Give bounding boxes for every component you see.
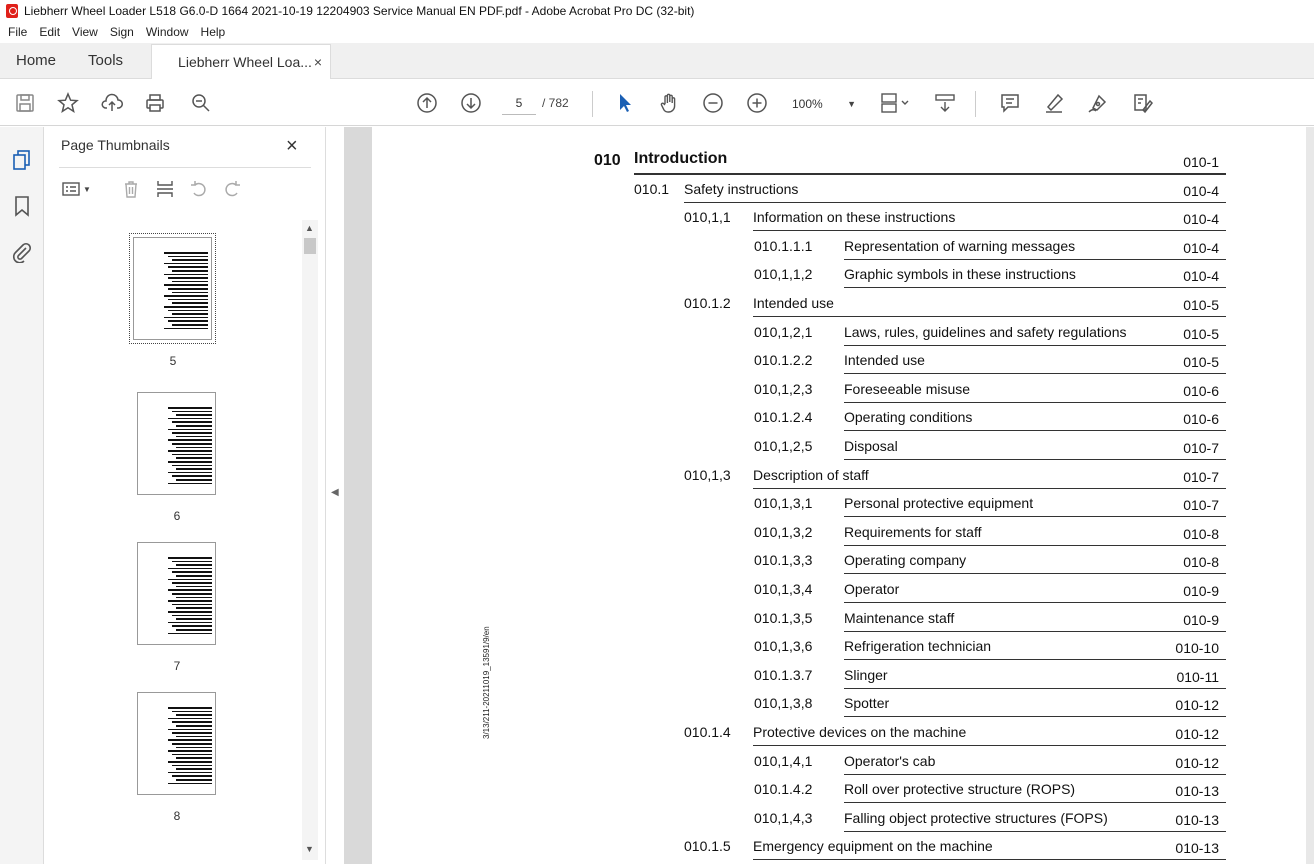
acrobat-logo-icon [6,4,18,18]
thumbnail-text-line [176,414,212,416]
thumbnail-text-line [172,571,212,573]
toc-underline [753,230,1226,231]
thumbnail-text-line [172,411,212,413]
pdf-page [372,127,1307,864]
thumbnail-text-line [172,475,212,477]
toc-page-ref[interactable]: 010-1 [1183,154,1219,170]
thumbnail-text-line [168,472,212,474]
thumbnail-text-line [168,256,208,258]
search-zoom-icon[interactable] [189,91,213,115]
toc-number: 010,1,3,6 [754,638,813,655]
thumbnail-text-line [172,465,212,467]
toc-entry-link[interactable]: Safety instructions [684,180,799,197]
thumbnail-text-line [176,714,212,716]
thumbnail-text-line [172,454,212,456]
select-cursor-icon[interactable] [613,91,637,115]
thumbnail-text-line [172,292,208,294]
thumbnail-text-line [168,299,208,301]
chevron-down-icon: ▼ [847,99,856,109]
thumbnail-page-number: 5 [169,354,177,368]
thumbnail-text-line [172,421,212,423]
left-rail [0,127,44,864]
star-icon[interactable] [56,91,80,115]
panel-splitter[interactable] [325,127,344,864]
thumbnail-text-line [176,618,212,620]
toc-number: 010.1 [634,180,670,197]
menu-window[interactable]: Window [145,25,189,39]
toc-page-ref[interactable]: 010-4 [1183,182,1219,199]
toc-entry-link[interactable]: Operator [844,581,900,597]
toc-underline [844,430,1226,431]
thumbnail-text-line [176,479,212,481]
toc-page-ref[interactable]: 010-12 [1175,697,1219,714]
page-down-icon[interactable] [459,91,483,115]
toc-number: 010.1.1.1 [754,237,813,254]
toc-page-ref[interactable]: 010-13 [1175,811,1219,828]
thumbnail-text-line [176,736,212,738]
toc-underline [844,688,1226,689]
thumbnail-text-line [168,729,212,731]
tab-home[interactable]: Home [16,52,57,69]
zoom-value: 100% [792,97,823,111]
thumbnail-text-line [168,718,212,720]
document-scrollbar[interactable] [1306,127,1314,864]
thumbnail-text-line [176,447,212,449]
insert-page-icon[interactable] [155,178,175,200]
toc-page-ref[interactable]: 010-13 [1175,840,1219,857]
thumbnail-text-line [172,259,208,261]
sign-icon[interactable] [1086,91,1110,115]
thumbnail-text-line [172,765,212,767]
print-icon[interactable] [143,91,167,115]
scroll-up-icon[interactable]: ▲ [305,223,314,233]
thumbnail-text-line [168,450,212,452]
toc-number: 010.1.4.2 [754,781,813,798]
toc-underline [844,631,1226,632]
toc-underline [844,345,1226,346]
page-fit-icon[interactable] [878,91,912,115]
toolbar-divider [975,91,976,117]
toc-entry-link[interactable]: Operating conditions [844,409,973,426]
thumbnail-text-line [164,306,208,308]
toc-entry-link[interactable]: Introduction [634,150,728,167]
toc-page-ref[interactable]: 010-6 [1183,411,1219,428]
thumbnail-text-line [172,561,212,563]
thumbnail-text-line [168,761,212,763]
thumbnail-text-line [172,615,212,617]
toc-underline [684,202,1226,203]
toc-number: 010,1,2,1 [754,323,813,340]
tab-document[interactable] [151,44,331,79]
close-panel-icon[interactable]: × [286,135,298,157]
toc-number: 010,1,1 [684,209,731,226]
thumbnail-text-line [168,557,212,559]
toc-number: 010,1,3 [684,466,731,483]
toc-underline [844,287,1226,288]
toc-underline [844,602,1226,603]
delete-page-icon[interactable] [121,178,141,200]
toc-entry-link[interactable]: Personal protective equipment [844,495,1034,512]
thumbnail-text-line [172,270,208,272]
menu-help[interactable]: Help [200,25,226,39]
thumbnail-text-line [168,568,212,570]
page-side-note: 3/13/211-20211019_13591/9/en [482,626,491,739]
toc-page-ref[interactable]: 010-10 [1175,640,1219,657]
thumbnail-options-button[interactable] [61,178,91,200]
toc-page-ref[interactable]: 010-5 [1183,354,1219,371]
toc-entry-link[interactable]: Emergency equipment on the machine [753,838,993,855]
thumbnail-text-line [172,313,208,315]
toc-page-ref[interactable]: 010-7 [1183,497,1219,514]
thumbnail-text-line [168,622,212,624]
scroll-mode-icon[interactable] [933,91,957,115]
thumbnail-text-line [164,328,208,330]
page-number-input[interactable] [502,91,536,115]
thumbnail-text-line [176,629,212,631]
toc-entry-link[interactable]: Intended use [844,352,925,369]
toc-entry-link[interactable]: Representation of warning messages [844,237,1076,254]
toc-entry-link[interactable]: Roll over protective structure (ROPS) [844,781,1076,798]
save-icon[interactable] [13,91,37,115]
highlight-icon[interactable] [1042,91,1066,115]
toc-page-ref[interactable]: 010-7 [1183,440,1219,456]
thumbnail-text-line [176,768,212,770]
toc-entry-link[interactable]: Requirements for staff [844,523,982,540]
panel-divider [59,167,311,168]
toc-underline [844,516,1226,517]
thumbnail-text-line [176,747,212,749]
thumbnail-text-line [176,575,212,577]
thumbnail-text-line [176,564,212,566]
thumbnail-text-line [168,277,208,279]
thumbnail-text-line [172,302,208,304]
toc-page-ref[interactable]: 010-9 [1183,611,1219,628]
toc-page-ref[interactable]: 010-6 [1183,382,1219,399]
toc-number: 010.1,3,3 [754,552,813,569]
attachment-icon[interactable] [11,241,33,263]
tab-bar [0,43,1314,79]
toc-page-ref[interactable]: 010-9 [1183,583,1219,599]
toc-entry-link[interactable]: Operator's cab [844,752,936,769]
thumbnail-text-line [172,775,212,777]
thumbnail-text-line [168,707,212,709]
toc-underline [844,716,1226,717]
toc-underline [753,316,1226,317]
toc-page-ref[interactable]: 010-7 [1183,468,1219,485]
toc-page-ref[interactable]: 010-12 [1175,726,1219,742]
bookmark-icon[interactable] [11,195,33,217]
thumbnail-text-line [168,266,208,268]
toc-page-ref[interactable]: 010-8 [1183,554,1219,571]
thumbnail-text-line [172,711,212,713]
toc-underline [844,459,1226,460]
thumbnail-text-line [172,593,212,595]
toc-number: 010,1,3,8 [754,695,813,712]
toc-number: 010,1,4,3 [754,809,813,826]
thumbnail-text-line [176,779,212,781]
toc-underline [844,831,1226,832]
toc-page-ref[interactable]: 010-4 [1183,211,1219,228]
scroll-thumb[interactable] [304,238,316,254]
thumbnail-text-line [172,625,212,627]
thumbnail-text-line [172,443,212,445]
thumbnail-text-line [176,607,212,609]
toc-entry-link[interactable]: Spotter [844,695,890,712]
toc-number: 010,1,3,1 [754,495,813,512]
thumbnail-page-number: 7 [173,659,181,673]
page-thumbnail[interactable] [133,237,212,340]
thumbnail-text-line [172,732,212,734]
toc-underline [753,859,1226,860]
toc-page-ref[interactable]: 010-4 [1183,239,1219,256]
thumbnail-text-line [176,597,212,599]
thumbnail-text-line [168,750,212,752]
toc-underline [844,573,1226,574]
page-thumbnail[interactable] [137,542,216,645]
menu-sign[interactable]: Sign [109,25,134,39]
toc-underline [844,402,1226,403]
thumbnail-text-line [168,288,208,290]
thumbnail-text-line [176,457,212,459]
thumbnail-text-line [168,611,212,613]
thumbnail-text-line [168,461,212,463]
collapse-panel-icon[interactable]: ◀ [331,487,339,498]
window-title: Liebherr Wheel Loader L518 G6.0-D 1664 2021-10-19 12204903 Service Manual EN PDF.pdf - Adobe Acrobat Pro DC (32-bit) [24,4,695,18]
comment-icon[interactable] [998,91,1022,115]
page-total: / 782 [542,96,569,110]
thumbnail-text-line [168,772,212,774]
hand-icon[interactable] [657,91,681,115]
thumbnail-text-line [168,589,212,591]
menu-file[interactable]: File [8,25,28,39]
toc-number: 010,1,4,1 [754,752,813,769]
toc-page-ref[interactable]: 010-13 [1175,783,1219,800]
toc-page-ref[interactable]: 010-11 [1176,668,1219,685]
toc-entry-link[interactable]: Laws, rules, guidelines and safety regulations [844,323,1127,340]
thumbnail-text-line [168,439,212,441]
close-tab-icon[interactable]: × [313,54,323,70]
toc-underline [844,545,1226,546]
toc-page-ref[interactable]: 010-4 [1183,268,1219,285]
toc-underline [753,488,1226,489]
thumbnail-text-line [168,429,212,431]
toc-page-ref[interactable]: 010-5 [1183,297,1219,313]
thumbnail-text-line [168,320,208,322]
toc-underline [844,774,1226,775]
toc-number: 010,1,3,2 [754,523,813,540]
toc-number: 010.1.3.7 [754,666,813,683]
rotate-ccw-icon[interactable] [189,178,209,200]
thumbnail-text-line [176,436,212,438]
toc-entry-link[interactable]: Information on these instructions [753,209,956,226]
upload-icon[interactable] [100,91,124,115]
page-thumbnails-icon[interactable] [11,149,33,171]
toc-number: 010.1.4 [684,724,731,740]
document-viewer[interactable] [344,127,1314,864]
page-thumbnail[interactable] [137,392,216,495]
thumbnail-text-line [168,579,212,581]
toc-entry-link[interactable]: Slinger [844,666,888,683]
toc-page-ref[interactable]: 010-12 [1175,754,1219,771]
toc-number: 010,1,2,3 [754,380,813,397]
thumbnail-text-line [176,725,212,727]
toc-underline [844,373,1226,374]
thumbnail-text-line [168,600,212,602]
thumbnail-text-line [172,604,212,606]
main-toolbar [0,80,1314,126]
toolbar-divider [592,91,593,117]
toc-entry-link[interactable]: Disposal [844,438,898,454]
toc-underline [844,802,1226,803]
thumbnail-text-line [168,407,212,409]
chevron-down-icon: ▼ [83,184,91,194]
thumbnail-text-line [168,739,212,741]
menu-bar [0,22,233,42]
page-thumbnail[interactable] [137,692,216,795]
toc-entry-link[interactable]: Protective devices on the machine [753,724,967,740]
toc-number: 010.1.5 [684,838,731,855]
toc-number: 010,1,3,4 [754,581,813,597]
redact-icon[interactable] [1130,91,1154,115]
toc-number: 010,1,2,5 [754,438,813,454]
thumbnail-text-line [176,425,212,427]
thumbnail-text-line [168,633,212,635]
thumbnail-text-line [164,274,208,276]
thumbnail-text-line [168,418,212,420]
panel-title: Page Thumbnails [61,137,170,153]
thumbnail-text-line [164,295,208,297]
rotate-cw-icon[interactable] [222,178,242,200]
toc-number: 010.1.2 [684,295,731,311]
thumbnail-text-line [164,263,208,265]
thumbnail-page-number: 8 [173,809,181,823]
thumbnail-text-line [168,783,212,785]
toc-entry-link[interactable]: Operating company [844,552,967,569]
toc-number: 010.1.2.2 [754,352,813,369]
scroll-down-icon[interactable]: ▼ [305,844,314,854]
toc-page-ref[interactable]: 010-8 [1183,525,1219,542]
zoom-select[interactable] [792,94,856,114]
toc-underline [753,745,1226,746]
thumbnail-text-line [176,757,212,759]
toc-entry-link[interactable]: Graphic symbols in these instructions [844,266,1076,283]
thumbnail-text-line [168,483,212,485]
title-bar [0,0,1314,22]
toc-underline [844,259,1226,260]
toc-underline [844,659,1226,660]
menu-edit[interactable]: Edit [39,25,61,39]
thumbnail-text-line [172,281,208,283]
thumbnail-text-line [176,586,212,588]
zoom-in-icon[interactable] [745,91,769,115]
thumbnail-scrollbar[interactable] [302,220,318,860]
toc-entry-link[interactable]: Description of staff [753,466,869,483]
thumbnail-text-line [172,432,212,434]
toc-entry-link[interactable]: Foreseeable misuse [844,380,971,397]
toc-number: 010,1,1,2 [754,266,813,283]
toc-number: 010.1.2.4 [754,409,813,426]
toc-entry-link[interactable]: Refrigeration technician [844,638,992,655]
thumbnail-text-line [172,324,208,326]
toc-entry-link[interactable]: Maintenance staff [844,609,955,626]
page-up-icon[interactable] [415,91,439,115]
toc-underline [634,173,1226,175]
thumbnail-text-line [164,284,208,286]
menu-view[interactable]: View [72,25,98,39]
tab-document-label: Liebherr Wheel Loa... [178,54,312,70]
tab-tools[interactable]: Tools [88,52,124,69]
toc-number: 010.1,3,5 [754,609,813,626]
thumbnail-text-line [176,468,212,470]
thumbnail-text-line [172,721,212,723]
toc-page-ref[interactable]: 010-5 [1183,325,1219,342]
zoom-out-icon[interactable] [701,91,725,115]
thumbnail-page-number: 6 [173,509,181,523]
toc-number: 010 [594,152,621,169]
thumbnail-text-line [164,252,208,254]
thumbnail-text-line [168,310,208,312]
thumbnail-text-line [164,317,208,319]
toc-entry-link[interactable]: Intended use [753,295,834,311]
thumbnails-panel [45,127,325,864]
thumbnail-text-line [172,743,212,745]
toc-entry-link[interactable]: Falling object protective structures (FOPS) [844,809,1108,826]
thumbnail-text-line [172,754,212,756]
thumbnail-text-line [172,582,212,584]
